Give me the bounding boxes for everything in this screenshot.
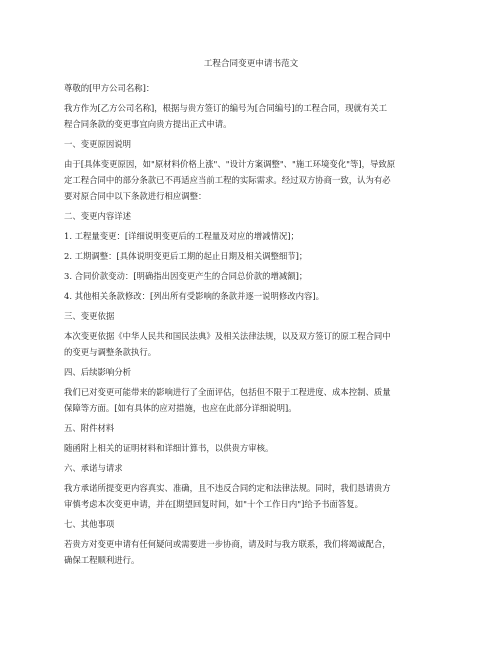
other-matters-line-1: 若贵方对变更申请有任何疑问或需要进一步协商，请及时与我方联系，我们将竭诚配合， [64, 539, 391, 549]
intro-line-2: 程合同条款的变更事宜向贵方提出正式申请。 [64, 119, 232, 129]
change-item-4: 4. 其他相关条款修改：[列出所有受影响的条款并逐一说明修改内容]。 [64, 291, 325, 301]
impact-analysis-line-2: 保障等方面。[如有具体的应对措施，也应在此部分详细说明]。 [64, 403, 297, 413]
section-heading-impact-analysis: 四、后续影响分析 [64, 367, 131, 377]
section-heading-change-details: 二、变更内容详述 [64, 211, 131, 221]
intro-line-1: 我方作为[乙方公司名称]，根据与贵方签订的编号为[合同编号]的工程合同，现就有关工 [64, 103, 387, 113]
attachments-line-1: 随函附上相关的证明材料和详细计算书，以供贵方审核。 [64, 443, 274, 453]
change-reason-line-2: 定工程合同中的部分条款已不再适应当前工程的实际需求。经过双方协商一致，认为有必 [64, 175, 391, 185]
salutation: 尊敬的[甲方公司名称]： [64, 83, 155, 93]
change-item-1: 1. 工程量变更：[详细说明变更后的工程量及对应的增减情况]； [64, 231, 299, 241]
section-heading-change-basis: 三、变更依据 [64, 311, 115, 321]
change-basis-line-2: 的变更与调整条款执行。 [64, 347, 157, 357]
change-reason-line-1: 由于[具体变更原因，如"原材料价格上涨"、"设计方案调整"、"施工环境变化"等]，导致原 [64, 159, 396, 169]
other-matters-line-2: 确保工程顺利进行。 [64, 555, 140, 565]
commitment-line-1: 我方承诺所提变更内容真实、准确，且不违反合同约定和法律法规。同时，我们恳请贵方 [64, 483, 391, 493]
change-item-3: 3. 合同价款变动：[明确指出因变更产生的合同总价款的增减额]； [64, 271, 308, 281]
document-title: 工程合同变更申请书范文 [203, 59, 299, 69]
change-item-2: 2. 工期调整：[具体说明变更后工期的起止日期及相关调整细节]； [64, 251, 308, 261]
section-heading-other-matters: 七、其他事项 [64, 519, 115, 529]
impact-analysis-line-1: 我们已对变更可能带来的影响进行了全面评估，包括但不限于工程进度、成本控制、质量 [64, 387, 391, 397]
change-reason-line-3: 要对原合同中以下条款进行相应调整： [64, 191, 207, 201]
section-heading-commitment-request: 六、承诺与请求 [64, 463, 123, 473]
section-heading-attachments: 五、附件材料 [64, 423, 115, 433]
section-heading-change-reason: 一、变更原因说明 [64, 139, 131, 149]
commitment-line-2: 审慎考虑本次变更申请，并在[期望回复时间，如"十个工作日内"]给予书面答复。 [64, 499, 363, 509]
change-basis-line-1: 本次变更依据《中华人民共和国民法典》及相关法律法规，以及双方签订的原工程合同中 [64, 331, 391, 341]
